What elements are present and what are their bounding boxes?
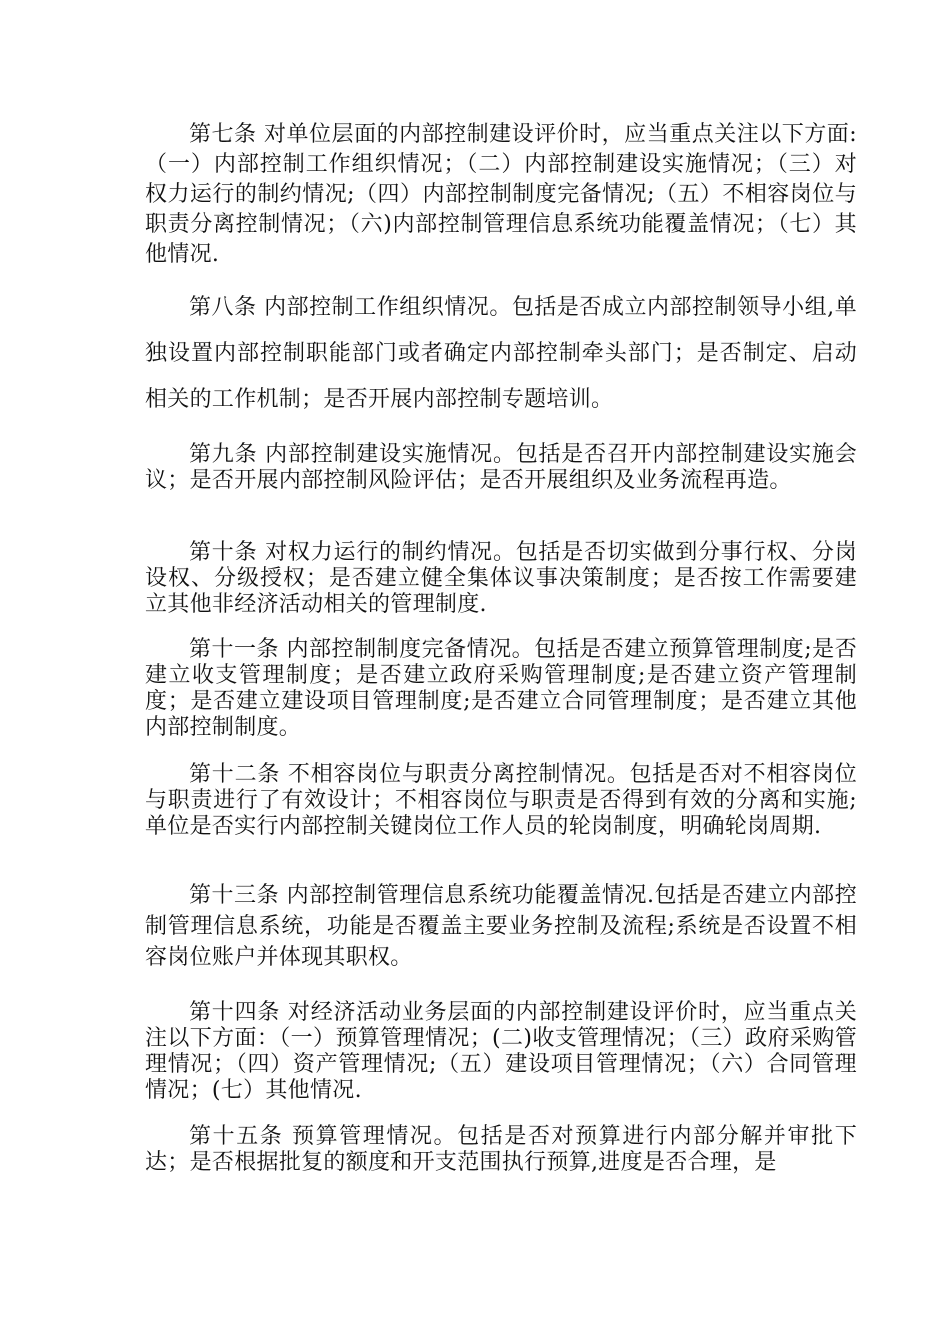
article-8: 第八条 内部控制工作组织情况。包括是否成立内部控制领导小组,单独设置内部控制职能部门或者确定内部控制牵头部门；是否制定、启动相关的工作机制；是否开展内部控制专题培训。	[145, 295, 857, 412]
article-11: 第十一条 内部控制制度完备情况。包括是否建立预算管理制度;是否建立收支管理制度；是否建立政府采购管理制度;是否建立资产管理制度；是否建立建设项目管理制度;是否建立合同管理制度；是否建立其他内部控制制度。	[145, 637, 857, 740]
article-12: 第十二条 不相容岗位与职责分离控制情况。包括是否对不相容岗位与职责进行了有效设计；不相容岗位与职责是否得到有效的分离和实施;单位是否实行内部控制关键岗位工作人员的轮岗制度，明确轮岗周期.	[145, 762, 857, 839]
article-9: 第九条 内部控制建设实施情况。包括是否召开内部控制建设实施会议；是否开展内部控制风险评估；是否开展组织及业务流程再造。	[145, 442, 857, 493]
article-10: 第十条 对权力运行的制约情况。包括是否切实做到分事行权、分岗设权、分级授权；是否建立健全集体议事决策制度；是否按工作需要建立其他非经济活动相关的管理制度.	[145, 540, 857, 617]
article-13: 第十三条 内部控制管理信息系统功能覆盖情况.包括是否建立内部控制管理信息系统，功能是否覆盖主要业务控制及流程;系统是否设置不相容岗位账户并体现其职权。	[145, 883, 857, 970]
article-7: 第七条 对单位层面的内部控制建设评价时，应当重点关注以下方面:（一）内部控制工作组织情况；（二）内部控制建设实施情况；（三）对权力运行的制约情况;（四）内部控制制度完备情况;（五）不相容岗位与职责分离控制情况；（六)内部控制管理信息系统功能覆盖情况；（七）其他情况.	[145, 122, 857, 267]
article-15: 第十五条 预算管理情况。包括是否对预算进行内部分解并审批下达；是否根据批复的额度和开支范围执行预算,进度是否合理，是	[145, 1124, 857, 1175]
article-14: 第十四条 对经济活动业务层面的内部控制建设评价时，应当重点关注以下方面：（一）预算管理情况；(二)收支管理情况；（三）政府采购管理情况；（四）资产管理情况;（五）建设项目管理情况；（六）合同管理情况；(七）其他情况.	[145, 1000, 857, 1103]
